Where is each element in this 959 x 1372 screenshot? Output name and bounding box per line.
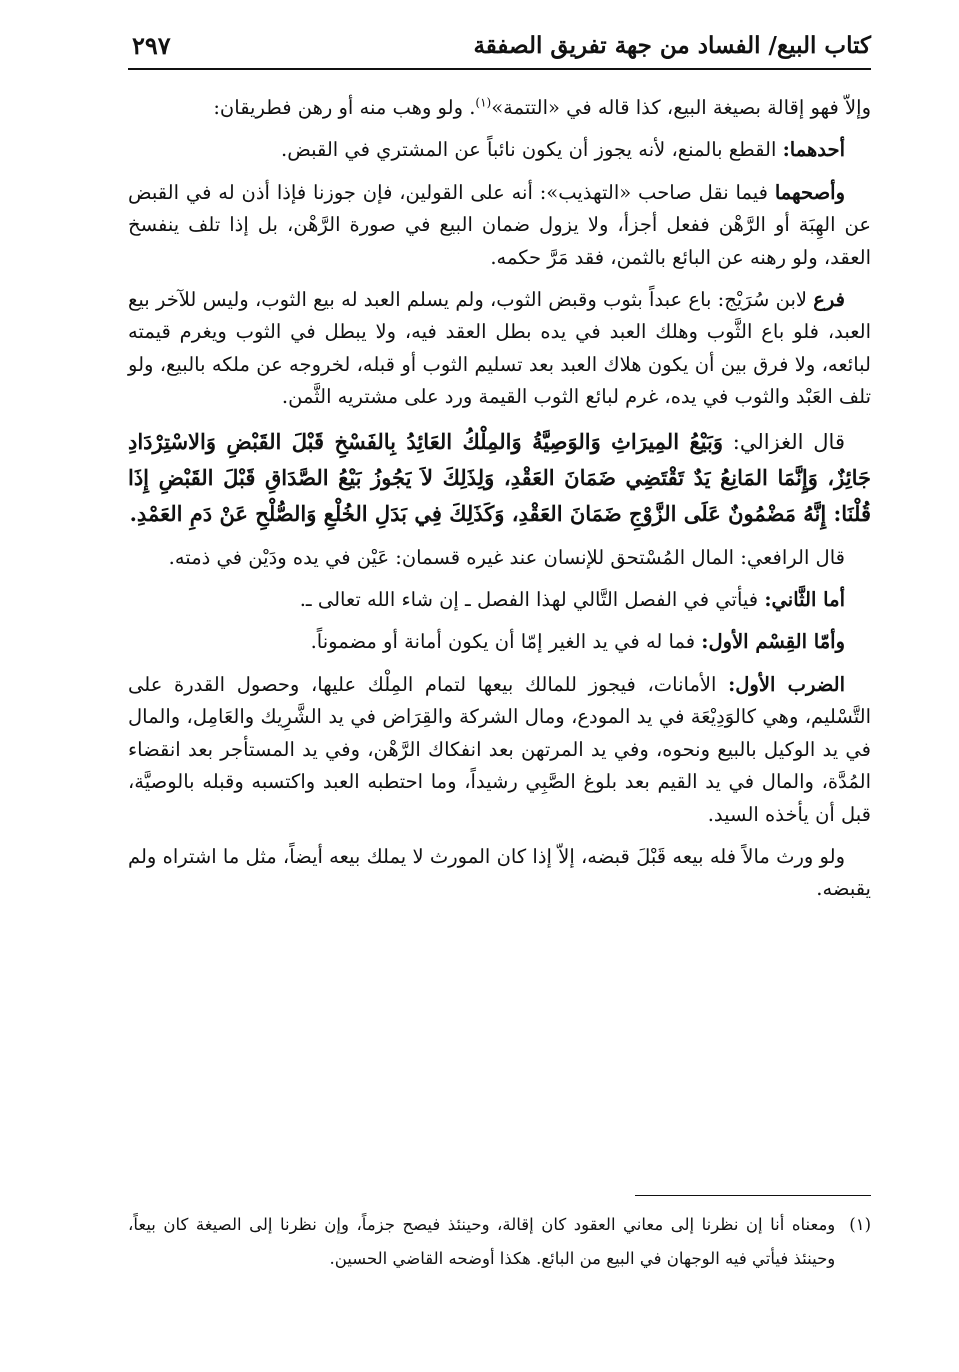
- paragraph-1: [128, 92, 871, 124]
- paragraph-4-lead: فرع: [813, 288, 845, 312]
- footnote-text: ومعناه أنا إن نظرنا إلى معاني العقود كان إقالة، وحينئذ فيصح جزماً، وإن نظرنا إلى الصيغة كان بيعاً، وحينئذ فيأتي فيه الوجهان في البيع من البائع. هكذا أوضحه القاضي الحسين.: [128, 1215, 836, 1268]
- running-title: كتاب البيع/ الفساد من جهة تفريق الصفقة: [473, 32, 871, 59]
- paragraph-8-lead: وأمّا القِسْم الأول:: [701, 630, 845, 654]
- paragraph-3-lead: وأصحهما: [774, 180, 845, 204]
- paragraph-5-intro: قال الغزالي:: [722, 429, 845, 454]
- paragraph-5-ghazali: [128, 424, 871, 532]
- paragraph-4-text: لابن سُرَيْج: باع عبداً بثوب وقبض الثوب، ولم يسلم العبد له بيع الثوب، وليس للآخر بيع العبد، فلو باع الثَّوب وهلك العبد في يده بطل العقد فيه، ولا يبطل في الثوب ويغرم قيمته لبائعه، ولا فرق بين أن يكون هلاك العبد بعد تسليم الثوب أو قبله، لخروجه عن ملكه بالبيع، ولو تلف العَبْد والثوب في يده، غرم لبائع الثوب القيمة ورد على مشتريه الثَّمن.: [128, 288, 871, 409]
- paragraph-7-lead: أما الثَّاني:: [764, 588, 845, 612]
- paragraph-10: [128, 841, 871, 906]
- paragraph-6: [128, 542, 871, 574]
- paragraph-9-lead: الضرب الأول:: [728, 672, 845, 696]
- footnote: [128, 1208, 871, 1276]
- paragraph-2-text: القطع بالمنع، لأنه يجوز أن يكون نائباً عن المشتري في القبض.: [281, 138, 783, 162]
- paragraph-8-text: فما له في يد الغير إمّا أن يكون أمانة أو مضموناً.: [310, 630, 702, 654]
- footnote-divider: [635, 1195, 871, 1196]
- paragraph-6-text: قال الرافعي: المال المُسْتحق للإنسان عند غيره قسمان: عَيْن في يده ودَيْن في ذمته.: [168, 545, 845, 569]
- paragraph-10-text: ولو ورث مالاً فله بيعه قَبْلَ قبضه، إلاّ إذا كان المورث لا يملك بيعه أيضاً، مثل ما اشتراه ولم يقبضه.: [128, 844, 871, 901]
- page-header: [128, 22, 871, 70]
- paragraph-3-text: فيما نقل صاحب «التهذيب»: أنه على القولين، فإن جوزنا فإذا أذن له في القبض عن الهِبَة أو الرَّهْن ففعل أجزأ، ولا يزول ضمان البيع في صورة الرَّهْن، بل إذا تلف ينفسخ العقد، ولو رهنه عن البائع بالثمن، فقد مَرَّ حكمه.: [128, 180, 871, 269]
- paragraph-9: [128, 669, 871, 831]
- paragraph-8: [128, 626, 871, 658]
- footnote-number: (١): [849, 1215, 871, 1234]
- paragraph-7: [128, 584, 871, 616]
- paragraph-1-text-b: . ولو وهب منه أو رهن فطريقان:: [213, 96, 476, 119]
- paragraph-4: [128, 284, 871, 414]
- main-text: [128, 92, 871, 916]
- paragraph-3: [128, 177, 871, 274]
- footnote-reference: (١): [475, 95, 492, 110]
- paragraph-2: [128, 134, 871, 166]
- paragraph-7-text: فيأتي في الفصل التَّالي لهذا الفصل ـ إن شاء الله تعالى ـ.: [299, 588, 765, 612]
- paragraph-5-matn: وَبَيْعُ المِيرَاثِ وَالوَصِيَّةُ وَالمِلْكُ العَائِدُ بِالفَسْخِ قَبْلَ القَبْضِ وَالاسْتِرْدَادِ جَائِزٌ، وَإِنَّمَا المَانِعُ يَدٌ تَقْتَضِي ضَمَانَ العَقْدِ، وَلِذَلِكَ لاَ يَجُوزُ بَيْعُ الصَّدَاقِ قَبْلَ القَبْضِ إِذَا قُلْنَا: إِنَّهُ مَضْمُونٌ عَلَى الزَّوْجِ ضَمَانَ العَقْدِ، وَكَذَلِكَ فِي بَدَلِ الخُلْعِ وَالصُّلْحِ عَنْ دَمِ العَمْدِ.: [128, 428, 871, 526]
- paragraph-9-text: الأمانات، فيجوز للمالك بيعها لتمام المِلْك عليها، وحصول القدرة على التَّسْليم، وهي كالوَدِيْعَة في يد المودع، ومال الشركة والقِرَاض في يد الشَّرِيك والعَامِل، والمال في يد الوكيل بالبيع ونحوه، وفي يد المرتهن بعد انفكاك الرَّهْن، وفي يد المستأجر بعد انقضاء المُدَّة، والمال في يد القيم بعد بلوغ الصَّبِي رشيداً، وما احتطبه العبد واكتسبه وقبله بالوصيَّة، قبل أن يأخذه السيد.: [128, 672, 871, 826]
- paragraph-1-text-a: وإلاّ فهو إقالة بصيغة البيع، كذا قاله في «التتمة»: [491, 96, 871, 119]
- paragraph-2-lead: أحدهما:: [782, 138, 845, 162]
- page-number: ٢٩٧: [132, 31, 171, 60]
